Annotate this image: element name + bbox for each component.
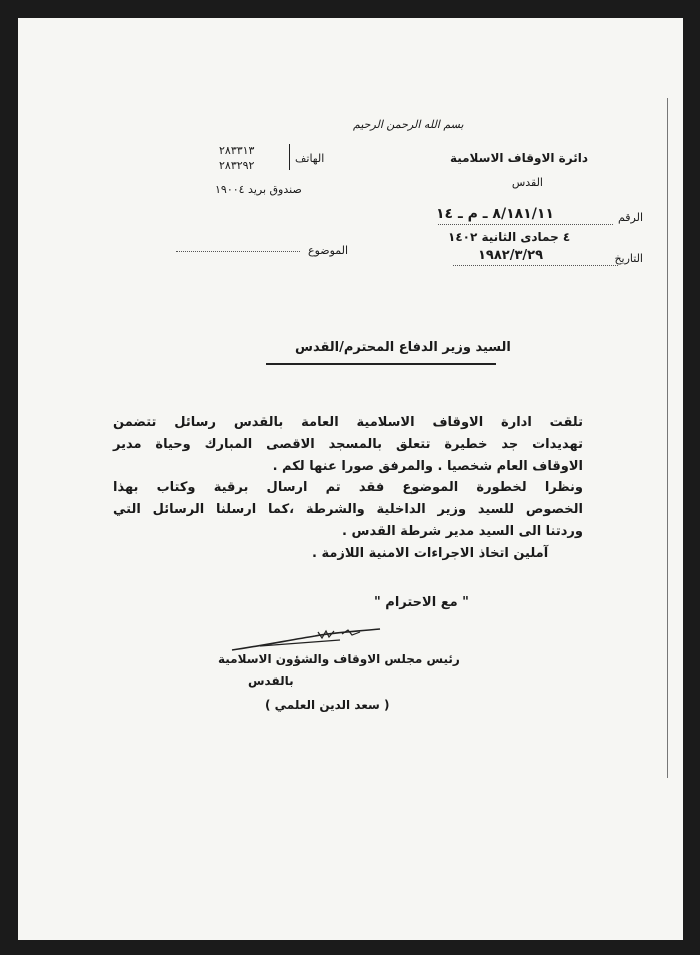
phone-number-2: ٢٨٣٢٩٢ — [219, 159, 255, 172]
body-line: الخصوص للسيد وزير الداخلية والشرطة ،كما ارسلنا الرسائل التي — [113, 502, 583, 517]
subject-underline — [176, 251, 300, 252]
phone-number-1: ٢٨٣٣١٣ — [219, 144, 255, 157]
date-label: التاريخ — [614, 252, 643, 265]
body-line: الاوقاف العام شخصيا . والمرفق صورا عنها لكم . — [272, 459, 583, 474]
signatory-place: بالقدس — [248, 674, 294, 688]
signature-scribble — [230, 624, 390, 654]
date-underline — [453, 265, 618, 266]
basmala: بسم الله الرحمن الرحيم — [353, 118, 464, 131]
ref-underline — [438, 224, 613, 225]
org-name: دائرة الاوقاف الاسلامية — [449, 151, 588, 165]
body-line: وردتنا الى السيد مدير شرطة القدس . — [342, 524, 583, 539]
phone-label: الهاتف — [295, 152, 325, 165]
addressee-underline — [266, 363, 496, 365]
body-line: ونظرا لخطورة الموضوع فقد تم ارسال برقية وكتاب بهذا — [113, 480, 583, 495]
gregorian-date: ١٩٨٢/٣/٢٩ — [478, 248, 544, 263]
ref-number: ٨/١٨١/١١ ـ م ـ ١٤ — [436, 206, 554, 222]
respect-line: " مع الاحترام " — [374, 595, 469, 610]
margin-rule — [667, 98, 668, 778]
body-line: تلقت ادارة الاوقاف الاسلامية العامة بالقدس رسائل تتضمن — [113, 415, 583, 430]
closing-line: آملين اتخاذ الاجراءات الامنية اللازمة . — [312, 546, 549, 561]
signatory-title: رئيس مجلس الاوقاف والشؤون الاسلامية — [218, 652, 460, 666]
ref-label: الرقم — [617, 211, 643, 224]
addressee: السيد وزير الدفاع المحترم/القدس — [295, 340, 511, 355]
body-line: تهديدات جد خطيرة تتعلق بالمسجد الاقصى المبارك وحياة مدير — [113, 437, 583, 452]
letter-page — [18, 18, 683, 940]
org-city: القدس — [511, 176, 543, 189]
hijri-date: ٤ جمادى الثانية ١٤٠٢ — [448, 230, 571, 244]
signatory-name: ( سعد الدين العلمي ) — [265, 698, 390, 712]
phone-bracket — [289, 144, 290, 170]
subject-label: الموضوع — [308, 244, 349, 257]
po-box: صندوق بريد ١٩٠٠٤ — [215, 183, 302, 196]
